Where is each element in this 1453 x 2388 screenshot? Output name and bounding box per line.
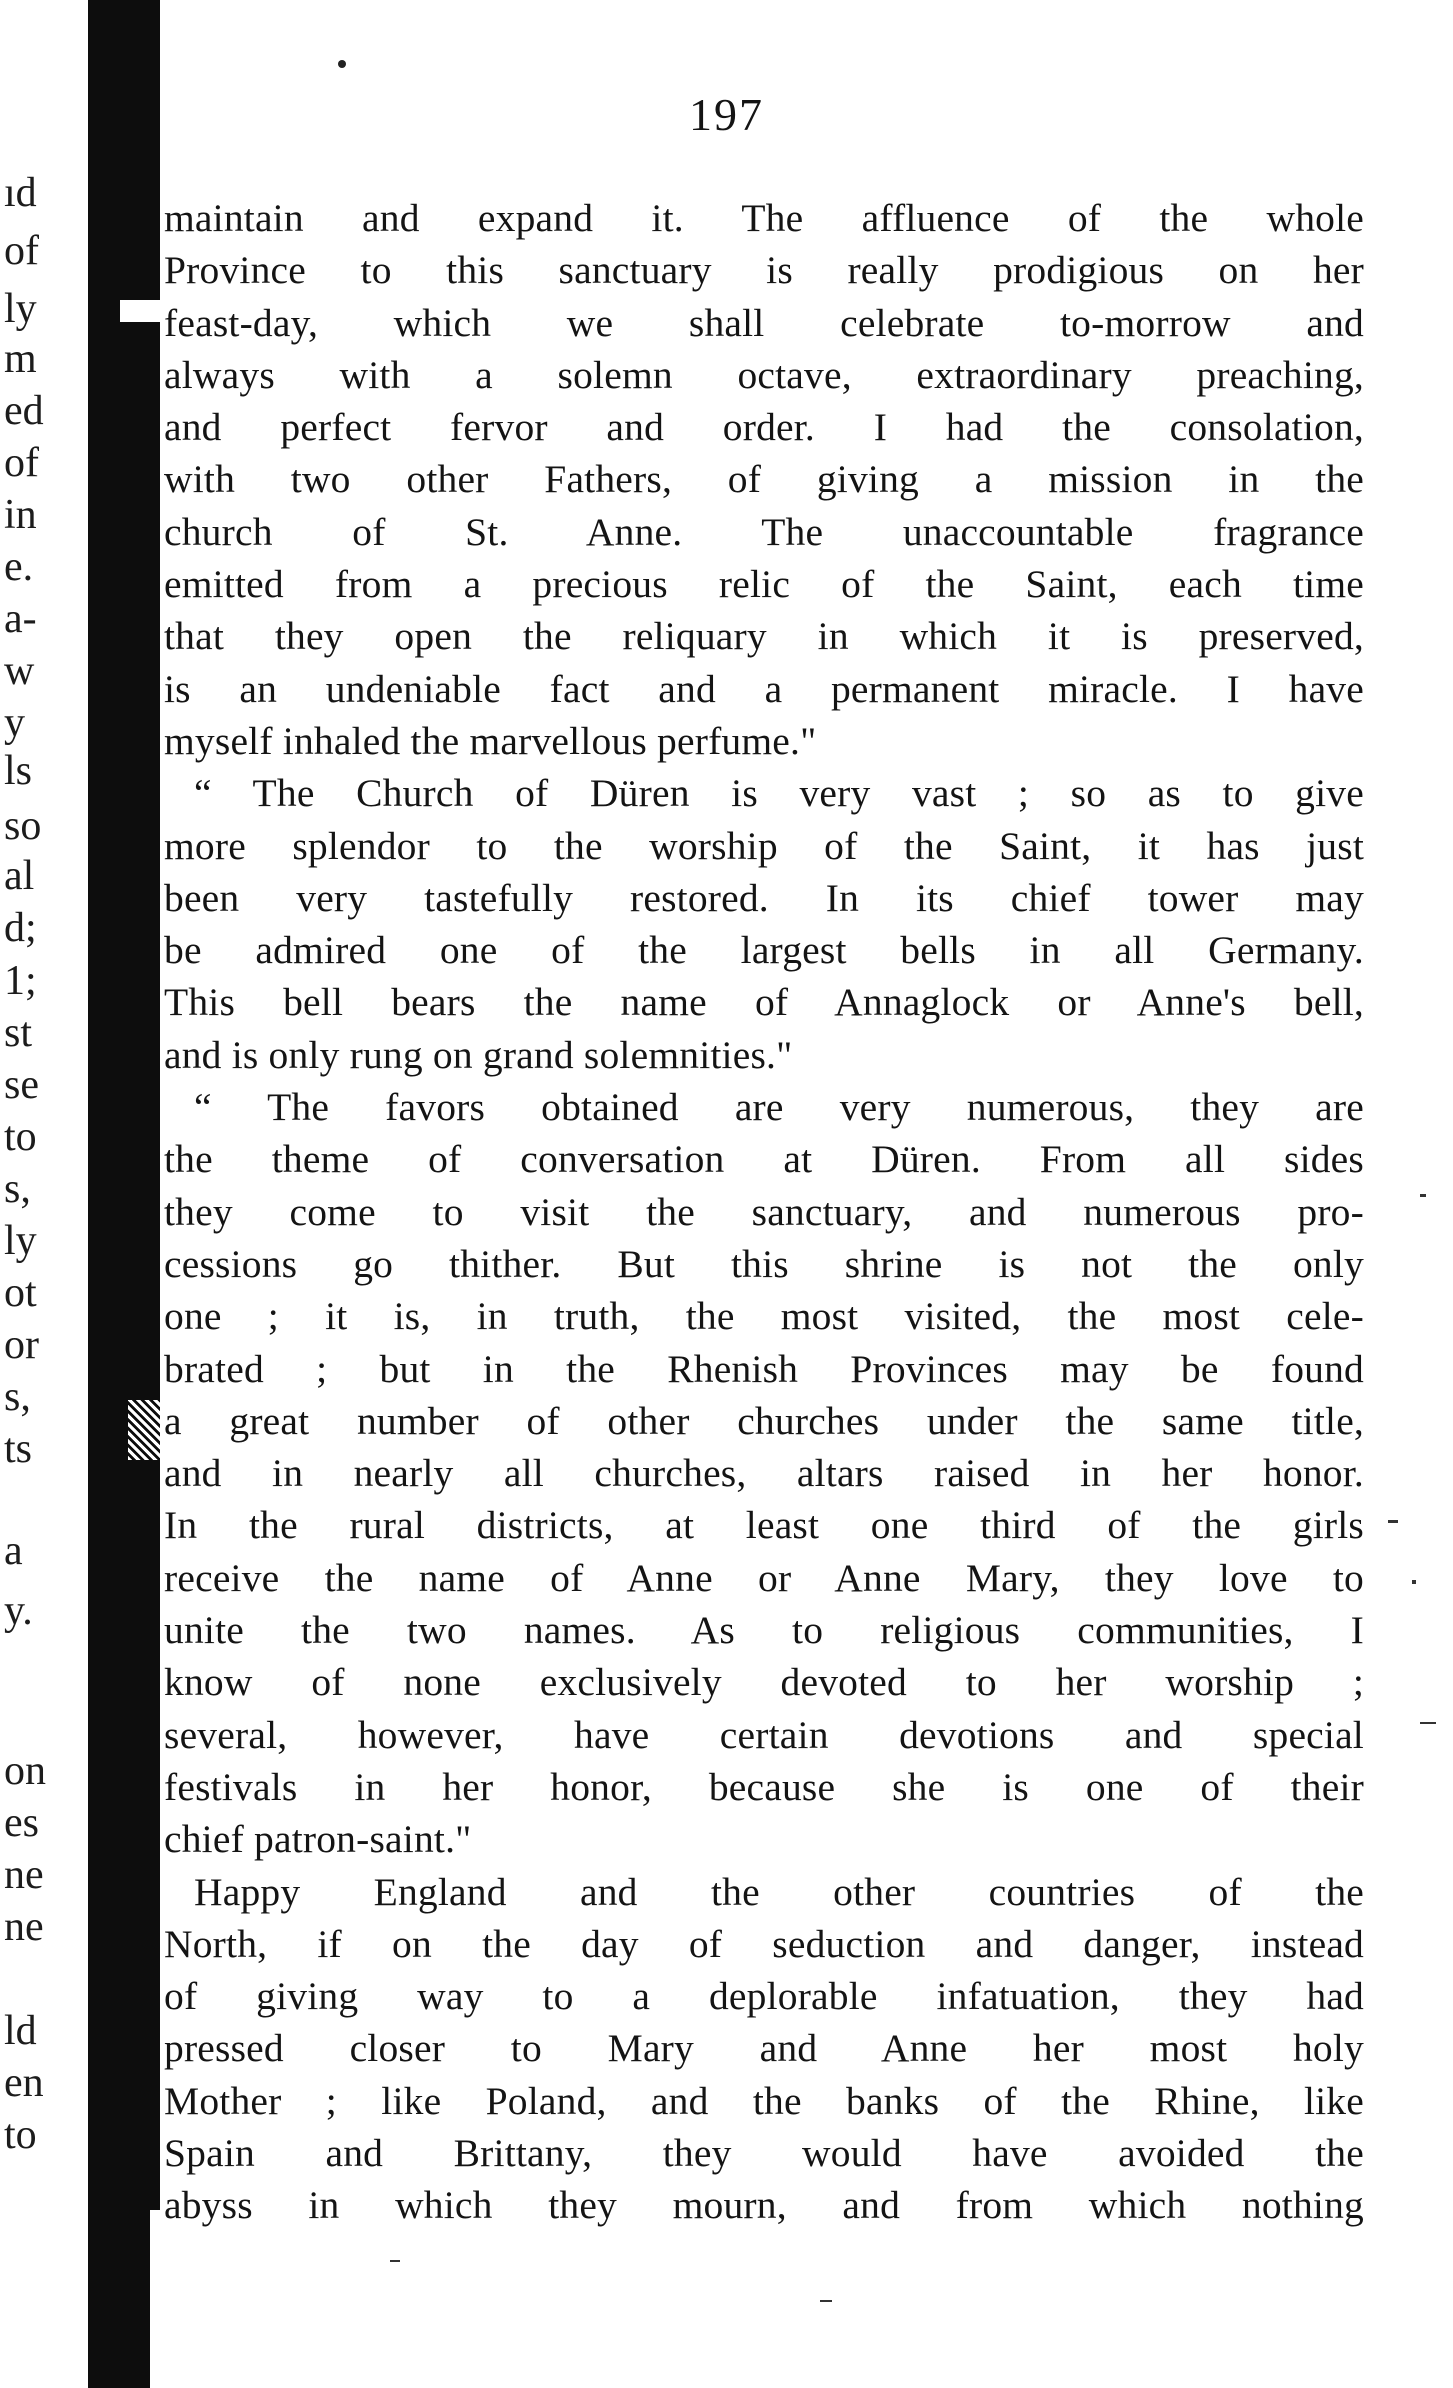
page-body bbox=[164, 192, 1364, 2232]
text-line: that they open the reliquary in which it is preserved, bbox=[164, 614, 1364, 659]
margin-fragment: m bbox=[4, 336, 37, 382]
margin-fragment: st bbox=[4, 1010, 33, 1056]
margin-fragment: s, bbox=[4, 1166, 31, 1212]
margin-fragment: a bbox=[4, 1528, 23, 1574]
margin-fragment: y. bbox=[4, 1588, 33, 1634]
text-line: Happy England and the other countries of the bbox=[194, 1869, 1364, 1914]
text-line: and in nearly all churches, altars raised in her honor. bbox=[164, 1451, 1364, 1496]
text-line: know of none exclusively devoted to her worship ; bbox=[164, 1660, 1364, 1705]
text-line: been very tastefully restored. In its chief tower may bbox=[164, 875, 1364, 920]
text-line: be admired one of the largest bells in all Germany. bbox=[164, 928, 1364, 973]
ink-speck bbox=[1412, 1580, 1416, 1584]
text-line: church of St. Anne. The unaccountable fragrance bbox=[164, 509, 1364, 554]
text-line: receive the name of Anne or Anne Mary, they love to bbox=[164, 1555, 1364, 1600]
margin-fragment: or bbox=[4, 1322, 39, 1368]
margin-fragment: ıd bbox=[4, 170, 37, 216]
text-line: and is only rung on grand solemnities." bbox=[164, 1032, 793, 1077]
text-line: the theme of conversation at Düren. From all sides bbox=[164, 1137, 1364, 1182]
text-line: one ; it is, in truth, the most visited, the most cele- bbox=[164, 1294, 1364, 1339]
text-line: brated ; but in the Rhenish Provinces may be found bbox=[164, 1346, 1364, 1391]
text-line: abyss in which they mourn, and from which nothing bbox=[164, 2183, 1364, 2228]
margin-fragment: al bbox=[4, 853, 35, 899]
margin-fragment: of bbox=[4, 440, 39, 486]
text-line: they come to visit the sanctuary, and numerous pro- bbox=[164, 1189, 1364, 1234]
text-line: several, however, have certain devotions and special bbox=[164, 1712, 1364, 1757]
text-line: Spain and Brittany, they would have avoided the bbox=[164, 2130, 1364, 2175]
text-line: chief patron-saint." bbox=[164, 1817, 472, 1862]
text-line: This bell bears the name of Annaglock or Anne's bell, bbox=[164, 980, 1364, 1025]
margin-fragment: d; bbox=[4, 905, 37, 951]
binding-notch bbox=[128, 1400, 160, 1460]
margin-fragment: ld bbox=[4, 2008, 37, 2054]
margin-fragment: in bbox=[4, 492, 37, 538]
margin-fragment: ot bbox=[4, 1270, 37, 1316]
binding-shadow bbox=[88, 0, 160, 2388]
binding-notch bbox=[150, 2210, 160, 2388]
margin-fragment: ls bbox=[4, 748, 33, 794]
margin-fragment: so bbox=[4, 803, 42, 849]
text-line: festivals in her honor, because she is one of their bbox=[164, 1764, 1364, 1809]
margin-fragment: ly bbox=[4, 1218, 37, 1264]
text-line: “ The favors obtained are very numerous, they are bbox=[194, 1085, 1364, 1130]
text-line: emitted from a precious relic of the Saint, each time bbox=[164, 562, 1364, 607]
text-line: pressed closer to Mary and Anne her most holy bbox=[164, 2026, 1364, 2071]
text-line: always with a solemn octave, extraordinary preaching, bbox=[164, 352, 1364, 397]
text-line: is an undeniable fact and a permanent miracle. I have bbox=[164, 666, 1364, 711]
ink-speck bbox=[1420, 1722, 1436, 1724]
margin-fragment: a- bbox=[4, 596, 37, 642]
text-line: unite the two names. As to religious communities, I bbox=[164, 1608, 1364, 1653]
text-line: Province to this sanctuary is really prodigious on her bbox=[164, 248, 1364, 293]
margin-fragment: to bbox=[4, 2112, 37, 2158]
text-line: a great number of other churches under the same title, bbox=[164, 1398, 1364, 1443]
margin-fragment: ne bbox=[4, 1852, 44, 1898]
margin-fragment: w bbox=[4, 648, 35, 694]
margin-fragment: on bbox=[4, 1748, 46, 1794]
margin-fragment: to bbox=[4, 1114, 37, 1160]
text-line: of giving way to a deplorable infatuation, they had bbox=[164, 1974, 1364, 2019]
margin-fragment: y bbox=[4, 700, 25, 746]
margin-fragment: ed bbox=[4, 388, 44, 434]
ink-speck bbox=[1388, 1520, 1398, 1523]
margin-fragment: ly bbox=[4, 286, 37, 332]
margin-fragment: se bbox=[4, 1062, 39, 1108]
binding-notch bbox=[120, 300, 160, 322]
page-number: 197 bbox=[689, 89, 764, 140]
ink-speck bbox=[390, 2260, 400, 2262]
ink-speck bbox=[820, 2300, 832, 2302]
text-line: and perfect fervor and order. I had the consolation, bbox=[164, 405, 1364, 450]
margin-fragment: s, bbox=[4, 1374, 31, 1420]
text-line: maintain and expand it. The affluence of the whole bbox=[164, 196, 1364, 240]
text-line: with two other Fathers, of giving a mission in the bbox=[164, 457, 1364, 502]
margin-fragment: ne bbox=[4, 1904, 44, 1950]
margin-fragment: en bbox=[4, 2060, 44, 2106]
text-line: Mother ; like Poland, and the banks of the Rhine, like bbox=[164, 2078, 1364, 2123]
text-line: “ The Church of Düren is very vast ; so as to give bbox=[194, 771, 1364, 816]
margin-fragment: ts bbox=[4, 1426, 33, 1472]
margin-fragment: 1; bbox=[4, 958, 37, 1004]
text-line: myself inhaled the marvellous perfume." bbox=[164, 718, 817, 763]
margin-fragment: e. bbox=[4, 544, 34, 590]
ink-speck bbox=[338, 60, 346, 68]
margin-fragment: es bbox=[4, 1800, 39, 1846]
text-line: more splendor to the worship of the Saint, it has just bbox=[164, 823, 1364, 868]
ink-speck bbox=[1420, 1194, 1426, 1197]
text-line: In the rural districts, at least one third of the girls bbox=[164, 1503, 1364, 1548]
text-line: feast-day, which we shall celebrate to-morrow and bbox=[164, 300, 1364, 345]
margin-fragment: of bbox=[4, 228, 39, 274]
text-line: cessions go thither. But this shrine is not the only bbox=[164, 1241, 1364, 1286]
text-line: North, if on the day of seduction and danger, instead bbox=[164, 1921, 1364, 1966]
